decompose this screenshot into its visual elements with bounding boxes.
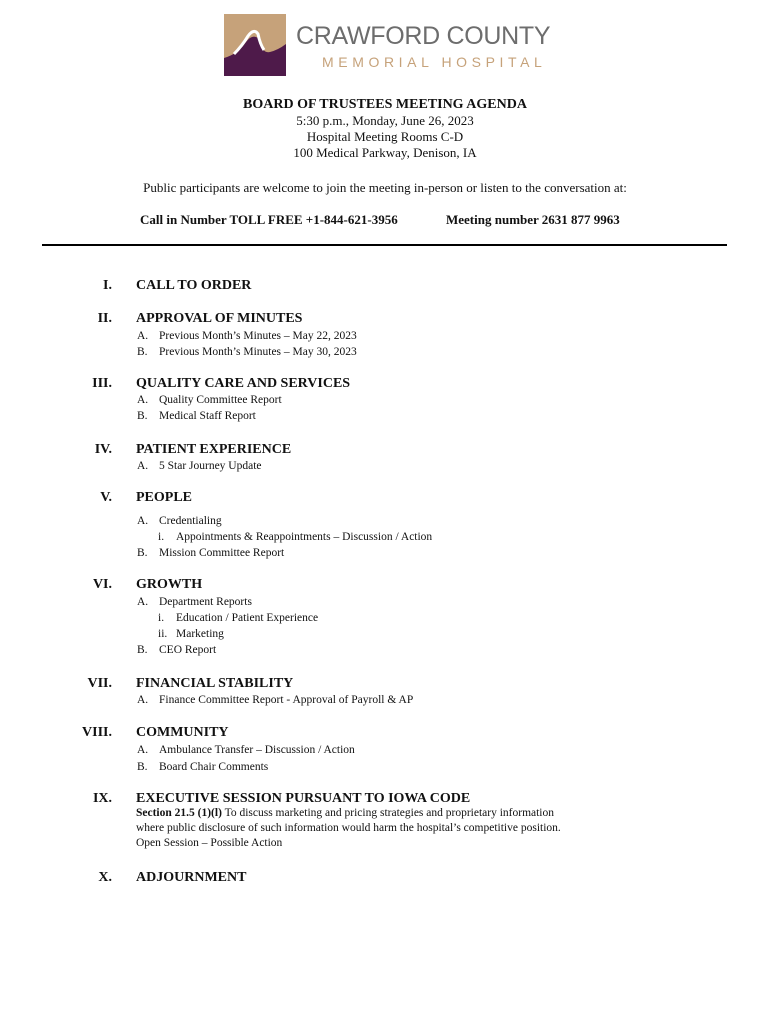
- item-letter: A.: [137, 330, 149, 342]
- item-text: Medical Staff Report: [159, 410, 256, 422]
- item-text: CEO Report: [159, 644, 217, 656]
- agenda-header: [0, 96, 770, 161]
- meeting-datetime: 5:30 p.m., Monday, June 26, 2023: [296, 113, 474, 128]
- hospital-logo-mark: [224, 14, 286, 76]
- item-letter: A.: [137, 515, 149, 527]
- agenda-item: [137, 328, 357, 344]
- item-letter: A.: [137, 744, 149, 756]
- agenda-item: [137, 458, 262, 474]
- note-line: To discuss marketing and pricing strategies and proprietary information: [224, 807, 555, 819]
- item-letter: A.: [137, 694, 149, 706]
- section-title: EXECUTIVE SESSION PURSUANT TO IOWA CODE: [136, 791, 471, 806]
- note-line: where public disclosure of such information would harm the hospital’s competitive position.: [136, 822, 561, 834]
- section-numeral: IV.: [94, 442, 112, 457]
- subitem-text: Appointments & Reappointments – Discussion / Action: [176, 531, 433, 543]
- item-letter: A.: [137, 596, 149, 608]
- section-numeral: II.: [97, 311, 112, 326]
- section-numeral: III.: [92, 376, 112, 391]
- hospital-logo: [224, 14, 554, 76]
- agenda-subitem: [158, 610, 318, 626]
- meeting-location: Hospital Meeting Rooms C-D: [306, 129, 464, 144]
- section-numeral: VII.: [87, 676, 112, 691]
- note-line: Open Session – Possible Action: [136, 837, 283, 849]
- section-title: CALL TO ORDER: [136, 278, 252, 293]
- item-text: Finance Committee Report - Approval of Payroll & AP: [159, 694, 414, 706]
- item-text: 5 Star Journey Update: [159, 460, 262, 472]
- agenda-item: [137, 344, 357, 360]
- subitem-letter: i.: [158, 612, 165, 624]
- subitem-letter: i.: [158, 531, 165, 543]
- agenda-item: [137, 545, 284, 561]
- call-in-number: Call in Number TOLL FREE +1-844-621-3956: [140, 212, 398, 227]
- item-text: Department Reports: [159, 596, 252, 608]
- agenda-item: [137, 742, 355, 758]
- section-title: APPROVAL OF MINUTES: [136, 311, 303, 326]
- agenda-title: BOARD OF TRUSTEES MEETING AGENDA: [243, 97, 527, 112]
- agenda-item: [137, 759, 268, 775]
- item-letter: A.: [137, 460, 149, 472]
- section-title: PEOPLE: [136, 490, 193, 505]
- item-text: Ambulance Transfer – Discussion / Action: [159, 744, 355, 756]
- section-title: QUALITY CARE AND SERVICES: [136, 376, 351, 391]
- section-title: GROWTH: [136, 577, 203, 592]
- subitem-text: Education / Patient Experience: [176, 612, 319, 624]
- agenda-subitem: [158, 529, 432, 545]
- executive-session-note: [136, 806, 554, 821]
- section-numeral: VI.: [92, 577, 112, 592]
- item-text: Board Chair Comments: [159, 761, 269, 773]
- section-numeral: VIII.: [82, 725, 112, 740]
- subitem-text: Marketing: [176, 628, 224, 640]
- item-letter: B.: [137, 410, 148, 422]
- item-letter: B.: [137, 346, 148, 358]
- section-title: FINANCIAL STABILITY: [136, 676, 294, 691]
- public-notice: Public participants are welcome to join the meeting in-person or listen to the conversation at:: [143, 180, 627, 195]
- agenda-item: [137, 594, 252, 610]
- agenda-subitem: [158, 626, 224, 642]
- item-letter: B.: [137, 547, 148, 559]
- item-text: Mission Committee Report: [159, 547, 285, 559]
- subitem-letter: ii.: [158, 628, 168, 640]
- meeting-address: 100 Medical Parkway, Denison, IA: [293, 145, 477, 160]
- header-divider: [42, 244, 727, 246]
- hospital-name: CRAWFORD COUNTY: [296, 22, 551, 50]
- agenda-item: [137, 513, 222, 529]
- item-text: Credentialing: [159, 515, 222, 527]
- agenda-item: [137, 392, 282, 408]
- item-letter: A.: [137, 394, 149, 406]
- item-text: Previous Month’s Minutes – May 22, 2023: [159, 330, 357, 342]
- hospital-subtitle: MEMORIAL HOSPITAL: [322, 54, 547, 70]
- section-numeral: IX.: [92, 791, 112, 806]
- section-numeral: V.: [100, 490, 112, 505]
- item-letter: B.: [137, 761, 148, 773]
- agenda-item: [137, 642, 216, 658]
- section-title: ADJOURNMENT: [136, 870, 247, 885]
- agenda-item: [137, 692, 413, 708]
- section-title: PATIENT EXPERIENCE: [136, 442, 292, 457]
- section-numeral: X.: [98, 870, 112, 885]
- item-text: Previous Month’s Minutes – May 30, 2023: [159, 346, 357, 358]
- item-letter: B.: [137, 644, 148, 656]
- iowa-code-section: Section 21.5 (1)(l): [136, 807, 222, 819]
- item-text: Quality Committee Report: [159, 394, 282, 406]
- section-title: COMMUNITY: [136, 725, 229, 740]
- section-numeral: I.: [103, 278, 112, 293]
- agenda-item: [137, 408, 256, 424]
- meeting-number: Meeting number 2631 877 9963: [446, 212, 620, 227]
